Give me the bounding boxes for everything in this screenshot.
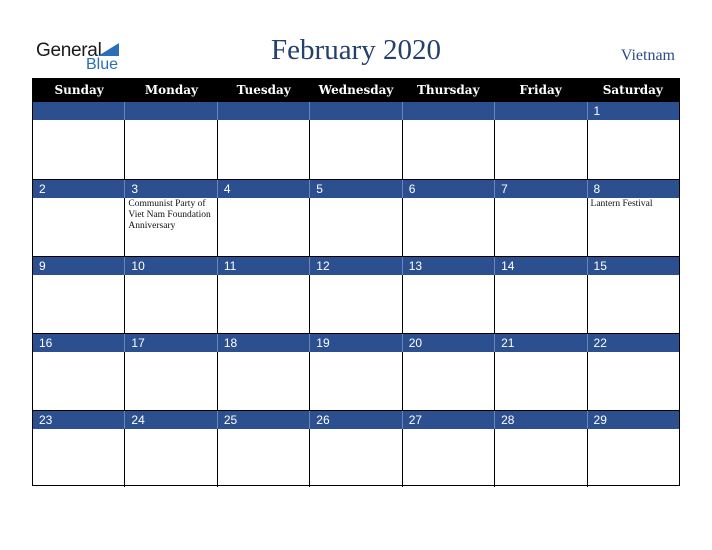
day-cell-event: [587, 429, 679, 487]
day-number: 3: [124, 180, 216, 198]
day-number: 29: [587, 411, 679, 429]
day-cell-event: [33, 352, 124, 410]
day-number: 12: [309, 257, 401, 275]
weekday-header-row: [33, 79, 679, 102]
day-number: 28: [494, 411, 586, 429]
day-number: [402, 102, 494, 120]
day-cell-event: [217, 120, 309, 179]
day-number: 26: [309, 411, 401, 429]
day-cell-event: [217, 352, 309, 410]
day-number: 24: [124, 411, 216, 429]
weekday-header: Wednesday: [318, 83, 394, 97]
day-number: 5: [309, 180, 401, 198]
day-cell-event: [309, 198, 401, 256]
day-cell-event: [124, 120, 216, 179]
day-number: 19: [309, 334, 401, 352]
day-body-row: [33, 198, 679, 256]
day-number: 2: [39, 182, 46, 196]
day-number: 10: [124, 257, 216, 275]
day-cell-event: [124, 352, 216, 410]
day-cell-event: [402, 198, 494, 256]
weekday-header: Thursday: [416, 83, 480, 97]
day-number: 20: [402, 334, 494, 352]
day-cell-event: [33, 120, 124, 179]
week-row: [33, 256, 679, 333]
day-cell-event: [402, 429, 494, 487]
week-row: [33, 179, 679, 256]
week-row: [33, 410, 679, 487]
day-number: 15: [587, 257, 679, 275]
day-number-bar: [33, 257, 679, 275]
weekday-header: Saturday: [602, 83, 663, 97]
day-number: 23: [39, 413, 53, 427]
day-body-row: [33, 352, 679, 410]
day-number-bar: [33, 411, 679, 429]
day-cell-event: [587, 120, 679, 179]
day-number: 4: [217, 180, 309, 198]
day-cell-event: [124, 275, 216, 333]
day-cell-event: [309, 120, 401, 179]
day-cell-event: [494, 429, 586, 487]
day-body-row: [33, 275, 679, 333]
day-number: 6: [402, 180, 494, 198]
day-number: 9: [39, 259, 46, 273]
day-cell-event: [33, 198, 124, 256]
calendar-grid: [32, 78, 680, 486]
day-number: 16: [39, 336, 53, 350]
day-body-row: [33, 120, 679, 179]
day-number: 17: [124, 334, 216, 352]
day-cell-event: [124, 429, 216, 487]
day-cell-event: [309, 275, 401, 333]
day-number: 7: [494, 180, 586, 198]
day-cell-event: [309, 429, 401, 487]
day-number: [309, 102, 401, 120]
weekday-header: Sunday: [54, 83, 104, 97]
day-cell-event: [587, 352, 679, 410]
day-number: 27: [402, 411, 494, 429]
day-number-bar: [33, 180, 679, 198]
weekday-header: Friday: [519, 83, 562, 97]
day-number: [217, 102, 309, 120]
day-cell-event: [33, 429, 124, 487]
day-number: [494, 102, 586, 120]
page-title: February 2020: [271, 34, 441, 66]
day-cell-event: [402, 120, 494, 179]
day-cell-event: [217, 275, 309, 333]
day-number-bar: [33, 334, 679, 352]
day-number: 11: [217, 257, 309, 275]
day-cell-event: Communist Party of Viet Nam Foundation Anniversary: [124, 198, 216, 256]
day-number: [33, 102, 124, 120]
day-cell-event: [402, 275, 494, 333]
logo-text-general: General: [36, 40, 102, 61]
week-row: [33, 333, 679, 410]
day-body-row: [33, 429, 679, 487]
country-label: Vietnam: [620, 47, 675, 64]
day-number: 1: [587, 102, 679, 120]
day-cell-event: [494, 275, 586, 333]
week-row: [33, 102, 679, 179]
day-cell-event: [309, 352, 401, 410]
day-number: 18: [217, 334, 309, 352]
weeks-container: [33, 102, 679, 487]
logo-text-blue: Blue: [86, 56, 119, 73]
day-number-bar: [33, 102, 679, 120]
day-cell-event: [402, 352, 494, 410]
day-number: 22: [587, 334, 679, 352]
day-cell-event: [494, 198, 586, 256]
day-cell-event: [217, 198, 309, 256]
day-cell-event: Lantern Festival: [587, 198, 679, 256]
day-number: 8: [587, 180, 679, 198]
day-cell-event: [494, 120, 586, 179]
day-cell-event: [33, 275, 124, 333]
day-cell-event: [494, 352, 586, 410]
day-number: 21: [494, 334, 586, 352]
day-number: 25: [217, 411, 309, 429]
day-number: [124, 102, 216, 120]
day-cell-event: [587, 275, 679, 333]
day-number: 13: [402, 257, 494, 275]
weekday-header: Monday: [144, 83, 198, 97]
day-cell-event: [217, 429, 309, 487]
weekday-header: Tuesday: [236, 83, 291, 97]
day-number: 14: [494, 257, 586, 275]
